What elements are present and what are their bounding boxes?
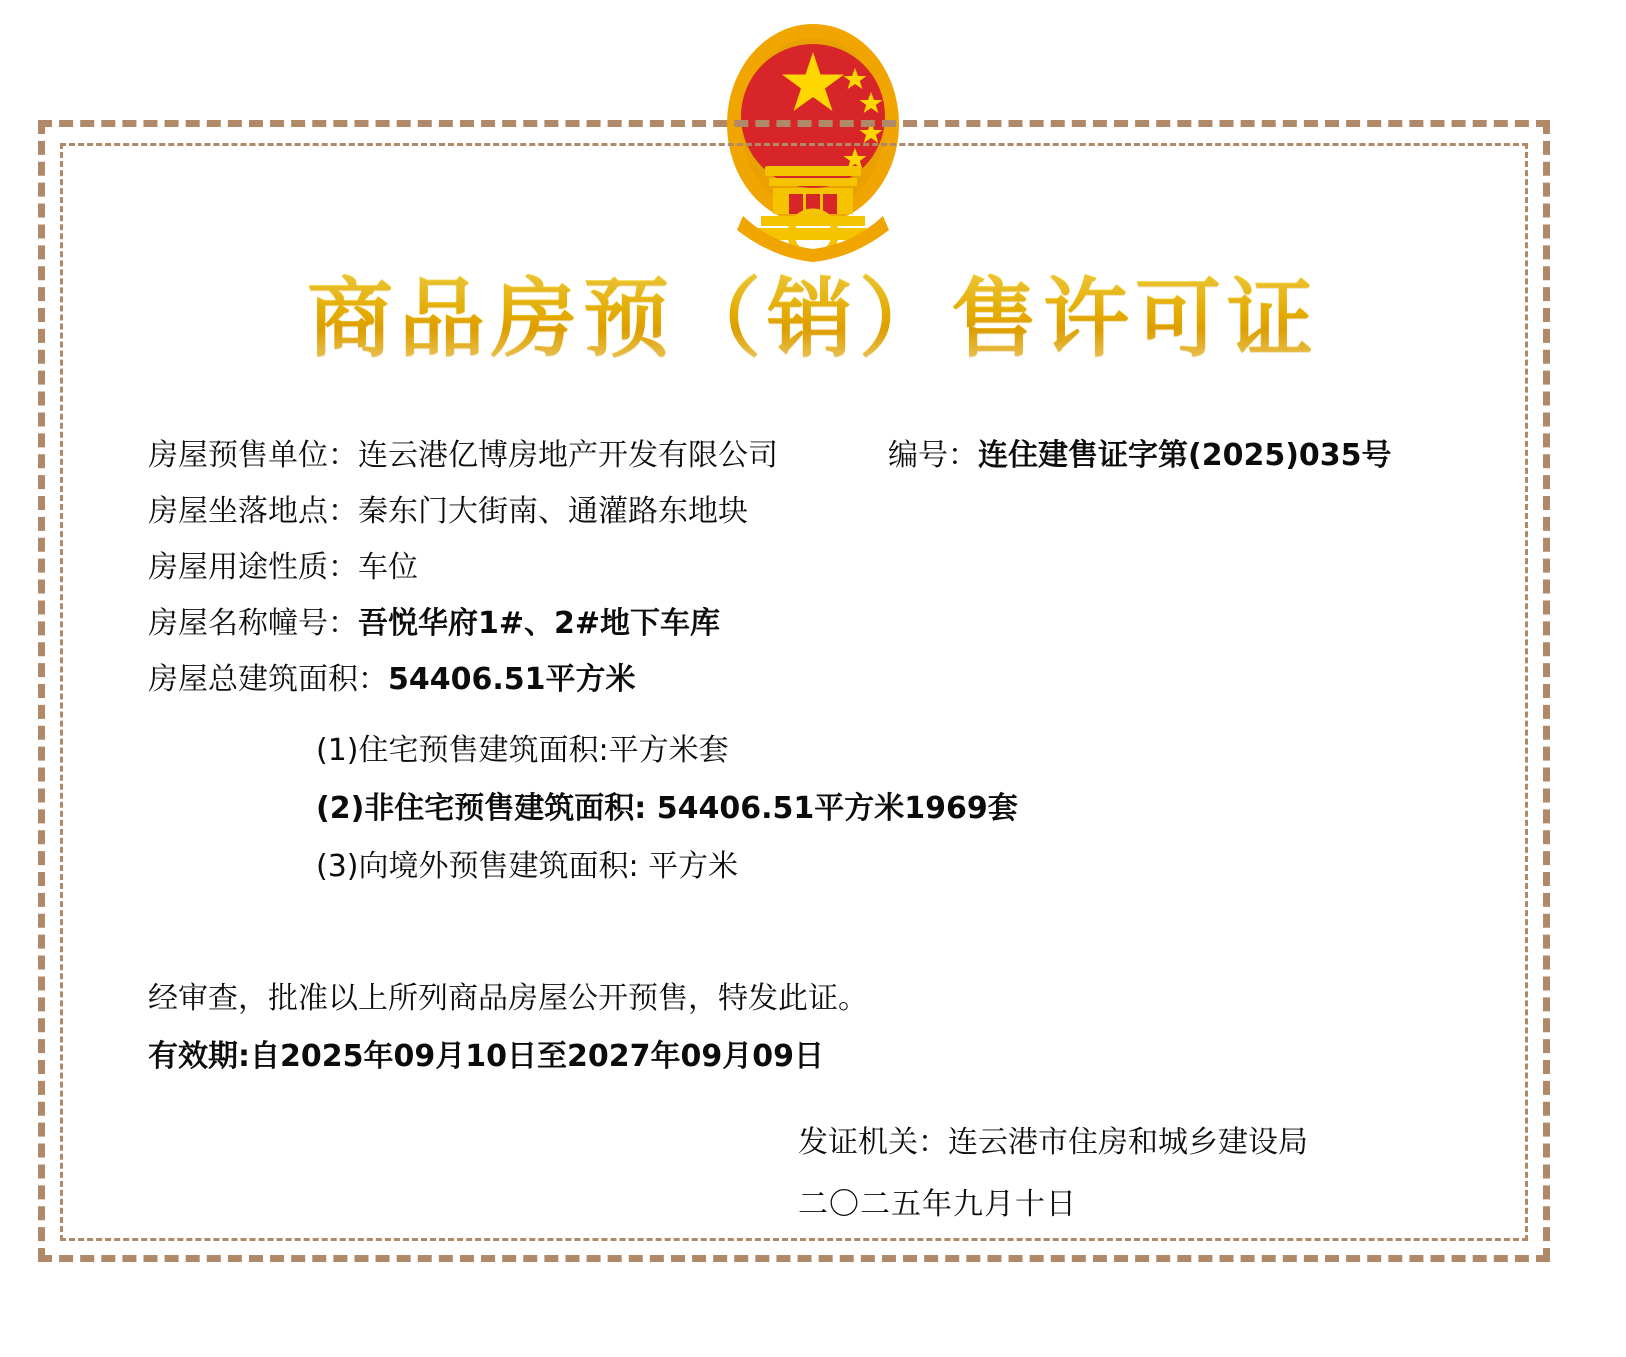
building-name-value: 吾悦华府1#、2#地下车库 — [358, 606, 721, 641]
presale-unit-label: 房屋预售单位： — [148, 438, 358, 473]
certificate-number — [888, 428, 1392, 484]
location-value: 秦东门大街南、通灌路东地块 — [358, 494, 748, 529]
approval-statement: 经审查，批准以上所列商品房屋公开预售，特发此证。 — [148, 981, 868, 1016]
row-building-name — [148, 596, 1478, 652]
issuer-line — [798, 1112, 1478, 1174]
issue-date: 二〇二五年九月十日 — [798, 1187, 1077, 1222]
usage-value: 车位 — [358, 550, 418, 585]
area-breakdown-list — [148, 722, 1478, 896]
row-total-area — [148, 652, 1478, 708]
issuing-authority-block — [798, 1112, 1478, 1236]
number-value: 连住建售证字第(2025)035号 — [978, 438, 1392, 473]
list-item: (2)非住宅预售建筑面积: 54406.51平方米1969套 — [316, 791, 1018, 826]
location-label: 房屋坐落地点： — [148, 494, 358, 529]
issuer-label: 发证机关： — [798, 1125, 948, 1160]
building-name-label: 房屋名称幢号： — [148, 606, 358, 641]
list-item: (1)住宅预售建筑面积:平方米套 — [316, 733, 729, 768]
list-item: (3)向境外预售建筑面积: 平方米 — [316, 849, 739, 884]
row-presale-unit — [148, 428, 1478, 484]
total-area-value: 54406.51平方米 — [388, 662, 636, 697]
certificate-body — [148, 428, 1478, 1236]
row-usage — [148, 540, 1478, 596]
number-label: 编号： — [888, 438, 978, 473]
issuer-name: 连云港市住房和城乡建设局 — [948, 1125, 1308, 1160]
validity-period: 有效期:自2025年09月10日至2027年09月09日 — [148, 1039, 824, 1074]
row-location — [148, 484, 1478, 540]
total-area-label: 房屋总建筑面积： — [148, 662, 388, 697]
page-title: 商品房预（销）售许可证 — [0, 272, 1626, 367]
presale-unit-value: 连云港亿博房地产开发有限公司 — [358, 438, 778, 473]
usage-label: 房屋用途性质： — [148, 550, 358, 585]
